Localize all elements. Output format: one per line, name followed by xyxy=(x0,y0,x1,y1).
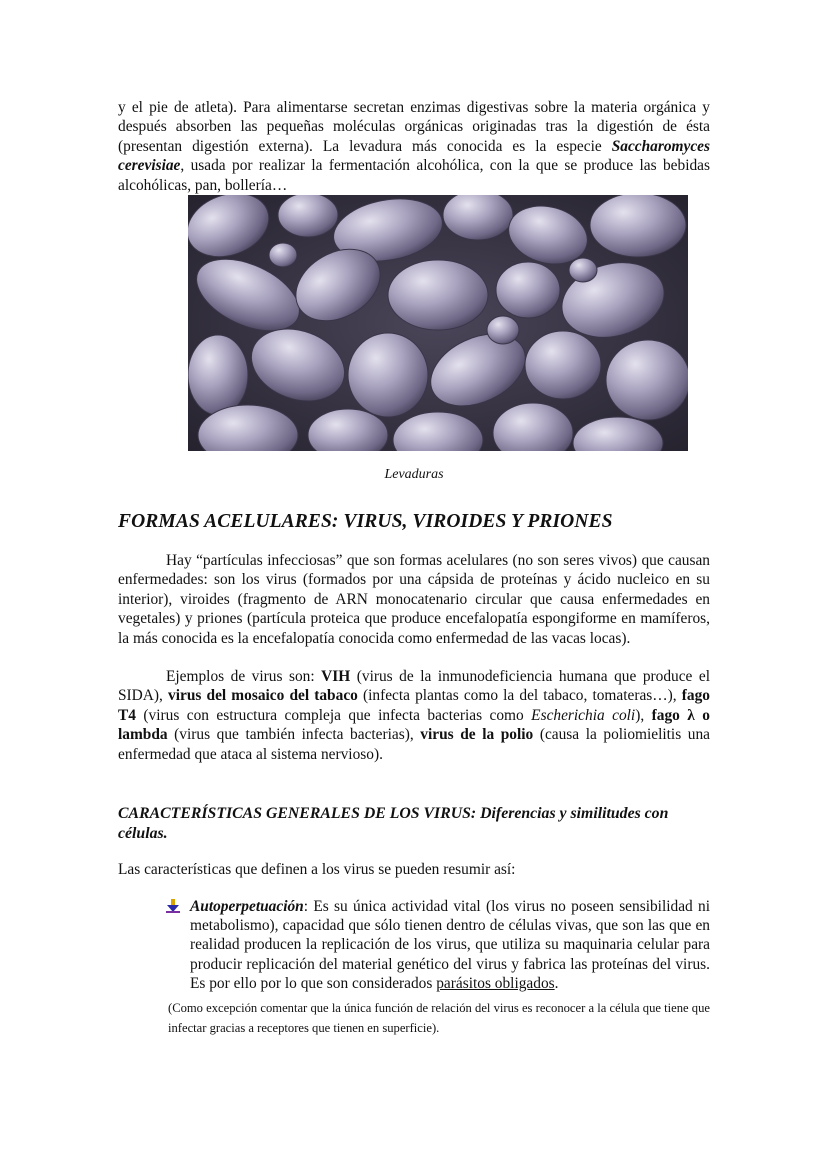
characteristics-list xyxy=(190,897,710,994)
example-phage-lambda: fago λ o lambda xyxy=(118,706,710,744)
species-name: Saccharomyces cerevisiae xyxy=(118,137,710,175)
yeast-image xyxy=(188,195,688,451)
virus-examples-paragraph: Ejemplos de virus son: VIH (virus de la inmunodeficiencia humana que produce el SIDA), virus del mosaico del tabaco (infecta plantas como la del tabaco, tomateras…), fago T4 (virus con estructura compleja que infecta bacterias como Escherichia coli), fago λ o lambda (virus que también infecta bacterias), virus de la polio (causa la poliomielitis una enfermedad que ataca al sistema nervioso). xyxy=(118,668,711,763)
document-page xyxy=(118,98,710,1038)
characteristics-intro: Las características que definen a los virus se pueden resumir así: xyxy=(118,861,516,879)
section-title-characteristics: CARACTERÍSTICAS GENERALES DE LOS VIRUS: Diferencias y similitudes con células. xyxy=(118,805,669,843)
section-title-acellular: FORMAS ACELULARES: VIRUS, VIROIDES Y PRIONES xyxy=(118,511,613,533)
term-autoperpetuation: Autoperpetuación xyxy=(190,897,304,915)
term-obligate-parasites: parásitos obligados xyxy=(436,975,555,993)
arrow-bullet-icon xyxy=(166,899,180,913)
example-phage-t4: fago T4 xyxy=(118,687,710,724)
figure-caption: Levaduras xyxy=(384,467,444,483)
example-tobacco-mosaic: virus del mosaico del tabaco xyxy=(168,687,358,705)
example-ecoli: Escherichia coli xyxy=(531,706,636,724)
yeast-micrograph xyxy=(188,195,688,451)
exception-note: (Como excepción comentar que la única función de relación del virus es reconocer a la célula que tiene que infectar gracias a receptores que tienen en superficie). xyxy=(168,1000,710,1035)
acellular-paragraph: Hay “partículas infecciosas” que son formas acelulares (no son seres vivos) que causan enfermedades: son los virus (formados por una cápsida de proteínas y ácido nucleico en su interior), viroides (fragmento de ARN monocatenario circular que causa enfermedades en vegetales) y priones (partícula proteica que produce encefalopatía espongiforme en mamíferos, la más conocida es la encefalopatía conocida como enfermedad de las vacas locas). xyxy=(118,552,710,647)
intro-paragraph: y el pie de atleta). Para alimentarse secretan enzimas digestivas sobre la materia orgánica y después absorben las pequeñas moléculas orgánicas originadas tras la digestión de ésta (presentan digestión externa). La levadura más conocida es la especie Saccharomyces cerevisiae, usada por realizar la fermentación alcohólica, con la que se produce las bebidas alcohólicas, pan, bollería… xyxy=(118,99,710,194)
list-item-autoperpetuation: Autoperpetuación: Es su única actividad vital (los virus no poseen sensibilidad ni metabolismo), capacidad que sólo tienen dentro de células vivas, que son las que en realidad producen la replicación de los virus, que utiliza su maquinaria celular para producir replicación del material genético del virus y fabrica las proteínas del virus. Es por ello por lo que son considerados parásitos obligados. xyxy=(190,897,710,993)
example-vih: VIH xyxy=(321,668,351,686)
example-polio: virus de la polio xyxy=(420,726,534,744)
